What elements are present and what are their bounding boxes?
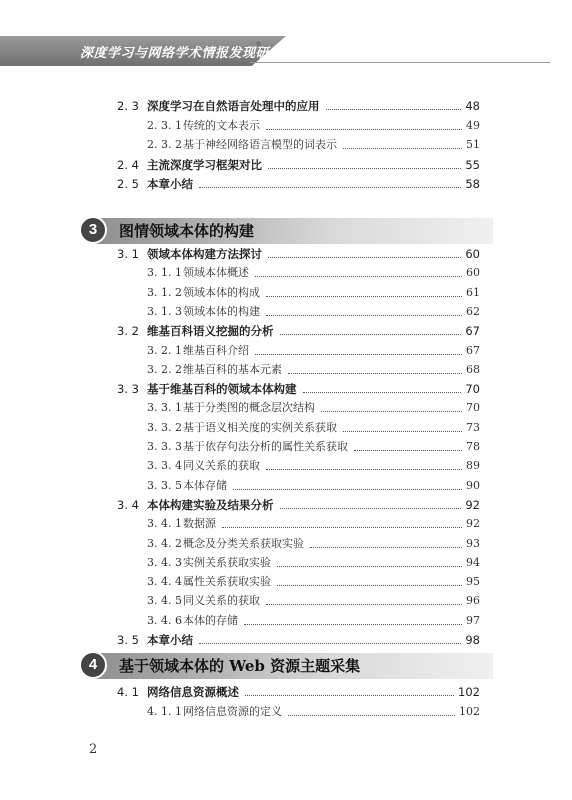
toc-section-entry[interactable] [117, 245, 480, 263]
leader-dots [280, 334, 462, 335]
entry-number: 2. 3 [117, 99, 139, 113]
leader-dots [321, 411, 462, 412]
entry-page: 90 [466, 478, 480, 492]
toc-subsection-entry[interactable] [147, 535, 480, 553]
entry-number: 3. 4. 2 [147, 536, 182, 550]
toc-subsection-entry[interactable] [147, 264, 480, 282]
entry-title: 基于神经网络语言模型的词表示 [183, 138, 337, 151]
toc-section-entry[interactable] [117, 175, 480, 193]
leader-dots [199, 643, 461, 644]
toc-subsection-entry[interactable] [147, 361, 480, 379]
entry-number: 3. 4 [117, 497, 139, 512]
entry-page: 92 [465, 497, 480, 512]
leader-dots [266, 315, 462, 316]
entry-title: 维基百科的基本元素 [183, 362, 282, 376]
entry-number: 3. 4. 4 [147, 575, 182, 589]
toc-section-entry[interactable] [117, 156, 480, 174]
chapter-heading-3 [79, 216, 499, 244]
entry-number: 3. 1. 1 [147, 266, 182, 280]
entry-number: 3. 3. 3 [147, 440, 182, 453]
entry-number: 3. 4. 3 [147, 555, 182, 569]
chapter-number-badge: 3 [79, 216, 107, 244]
leader-dots [266, 296, 462, 297]
entry-page: 58 [465, 177, 480, 191]
toc-subsection-entry[interactable] [147, 117, 480, 135]
entry-title: 本体存储 [183, 478, 227, 492]
entry-page: 60 [465, 247, 480, 261]
entry-number: 4. 1 [117, 685, 139, 699]
leader-dots [245, 695, 454, 696]
toc-subsection-entry[interactable] [147, 419, 480, 437]
entry-page: 49 [466, 118, 480, 132]
toc-subsection-entry[interactable] [147, 136, 480, 154]
entry-title: 网络信息资源的定义 [183, 705, 282, 718]
leader-dots [343, 148, 462, 149]
entry-title: 数据源 [183, 517, 216, 531]
entry-page: 97 [466, 613, 480, 627]
entry-title: 深度学习在自然语言处理中的应用 [147, 99, 320, 113]
leader-dots [343, 431, 462, 432]
toc-section-entry[interactable] [117, 322, 480, 340]
entry-number: 3. 1 [117, 247, 139, 261]
page-number: 2 [89, 742, 98, 757]
leader-dots [266, 469, 462, 470]
entry-page: 70 [465, 382, 480, 397]
entry-title: 领域本体的构成 [183, 285, 260, 299]
entry-page: 98 [465, 633, 480, 647]
entry-page: 92 [466, 517, 480, 531]
entry-page: 51 [466, 138, 480, 151]
toc-section-entry[interactable] [117, 683, 480, 701]
entry-title: 本章小结 [147, 633, 193, 647]
entry-title: 本体的存储 [183, 613, 238, 627]
entry-number: 3. 4. 6 [147, 613, 182, 627]
entry-title: 基于分类图的概念层次结构 [183, 401, 315, 415]
entry-title: 基于依存句法分析的属性关系获取 [183, 440, 348, 453]
book-title: 深度学习与网络学术情报发现研究 [80, 46, 283, 61]
toc-subsection-entry[interactable] [147, 284, 480, 302]
entry-page: 94 [466, 555, 480, 569]
entry-page: 89 [466, 459, 480, 473]
entry-number: 3. 2 [117, 324, 139, 339]
leader-dots [288, 373, 462, 374]
entry-title: 属性关系获取实验 [183, 575, 271, 589]
entry-number: 3. 3. 2 [147, 420, 182, 434]
leader-dots [233, 489, 462, 490]
entry-number: 2. 3. 2 [147, 138, 182, 151]
entry-number: 3. 5 [117, 633, 139, 647]
entry-page: 102 [458, 685, 480, 699]
running-header [0, 36, 572, 66]
leader-dots [268, 168, 461, 169]
entry-number: 3. 3. 4 [147, 459, 182, 473]
entry-number: 3. 1. 2 [147, 285, 182, 299]
toc-subsection-entry[interactable] [147, 573, 480, 591]
entry-number: 3. 2. 1 [147, 343, 182, 357]
leader-dots [255, 276, 462, 277]
leader-dots [244, 624, 462, 625]
entry-title: 同义关系的获取 [183, 459, 260, 473]
toc-subsection-entry[interactable] [147, 303, 480, 321]
entry-title: 本体构建实验及结果分析 [147, 497, 274, 512]
entry-page: 67 [466, 343, 480, 357]
leader-dots [277, 566, 462, 567]
entry-number: 3. 4. 5 [147, 594, 182, 608]
leader-dots [268, 257, 461, 258]
entry-title: 基于维基百科的领域本体构建 [147, 382, 297, 397]
leader-dots [303, 392, 462, 393]
entry-title: 领域本体构建方法探讨 [147, 247, 262, 261]
entry-page: 102 [459, 705, 480, 718]
chapter-title: 图情领域本体的构建 [119, 222, 255, 240]
leader-dots [288, 715, 455, 716]
entry-number: 2. 4 [117, 157, 139, 172]
entry-number: 3. 3 [117, 382, 139, 397]
chapter-title: 基于领域本体的 Web 资源主题采集 [119, 657, 361, 675]
entry-number: 2. 3. 1 [147, 118, 182, 132]
entry-page: 68 [466, 362, 480, 376]
entry-page: 70 [466, 401, 480, 415]
entry-title: 网络信息资源概述 [147, 685, 239, 699]
entry-title: 领域本体概述 [183, 266, 249, 280]
leader-dots [255, 354, 462, 355]
entry-page: 55 [465, 157, 480, 172]
toc-subsection-entry[interactable] [147, 438, 480, 456]
toc-section-entry[interactable] [117, 97, 480, 115]
entry-title: 维基百科介绍 [183, 343, 249, 357]
chapter-heading-4 [79, 651, 499, 679]
toc-subsection-entry[interactable] [147, 515, 480, 533]
toc-subsection-entry[interactable] [147, 399, 480, 417]
entry-page: 62 [466, 304, 480, 318]
entry-number: 3. 1. 3 [147, 304, 182, 318]
entry-title: 同义关系的获取 [183, 594, 260, 608]
entry-title: 基于语义相关度的实例关系获取 [183, 420, 337, 434]
entry-number: 4. 1. 1 [147, 705, 182, 718]
toc-subsection-entry[interactable] [147, 703, 480, 721]
entry-number: 2. 5 [117, 177, 139, 191]
entry-number: 3. 4. 1 [147, 517, 182, 531]
entry-title: 维基百科语义挖掘的分析 [147, 324, 274, 339]
leader-dots [310, 547, 462, 548]
toc-subsection-entry[interactable] [147, 554, 480, 572]
leader-dots [266, 129, 462, 130]
entry-title: 领域本体的构建 [183, 304, 260, 318]
entry-title: 概念及分类关系获取实验 [183, 536, 304, 550]
toc-subsection-entry[interactable] [147, 612, 480, 630]
leader-dots [280, 508, 462, 509]
toc-subsection-entry[interactable] [147, 342, 480, 360]
entry-title: 传统的文本表示 [183, 118, 260, 132]
leader-dots [266, 604, 462, 605]
entry-page: 95 [466, 575, 480, 589]
entry-number: 3. 3. 5 [147, 478, 182, 492]
toc-subsection-entry[interactable] [147, 457, 480, 475]
toc-section-entry[interactable] [117, 631, 480, 649]
entry-number: 3. 3. 1 [147, 401, 182, 415]
leader-dots [199, 187, 461, 188]
entry-page: 93 [466, 536, 480, 550]
entry-page: 67 [465, 324, 480, 339]
entry-title: 本章小结 [147, 177, 193, 191]
chapter-number-badge: 4 [79, 651, 107, 679]
entry-page: 61 [466, 285, 480, 299]
entry-title: 实例关系获取实验 [183, 555, 271, 569]
entry-page: 73 [466, 420, 480, 434]
leader-dots [277, 585, 462, 586]
toc-section-entry[interactable] [117, 380, 480, 398]
header-rule [250, 62, 550, 63]
entry-page: 78 [466, 440, 480, 453]
entry-title: 主流深度学习框架对比 [147, 157, 262, 172]
leader-dots [222, 527, 462, 528]
toc-subsection-entry[interactable] [147, 592, 480, 610]
leader-dots [354, 450, 462, 451]
entry-page: 60 [466, 266, 480, 280]
entry-page: 48 [465, 99, 480, 113]
entry-page: 96 [466, 594, 480, 608]
toc-subsection-entry[interactable] [147, 477, 480, 495]
entry-number: 3. 2. 2 [147, 362, 182, 376]
toc-section-entry[interactable] [117, 496, 480, 514]
leader-dots [326, 109, 462, 110]
